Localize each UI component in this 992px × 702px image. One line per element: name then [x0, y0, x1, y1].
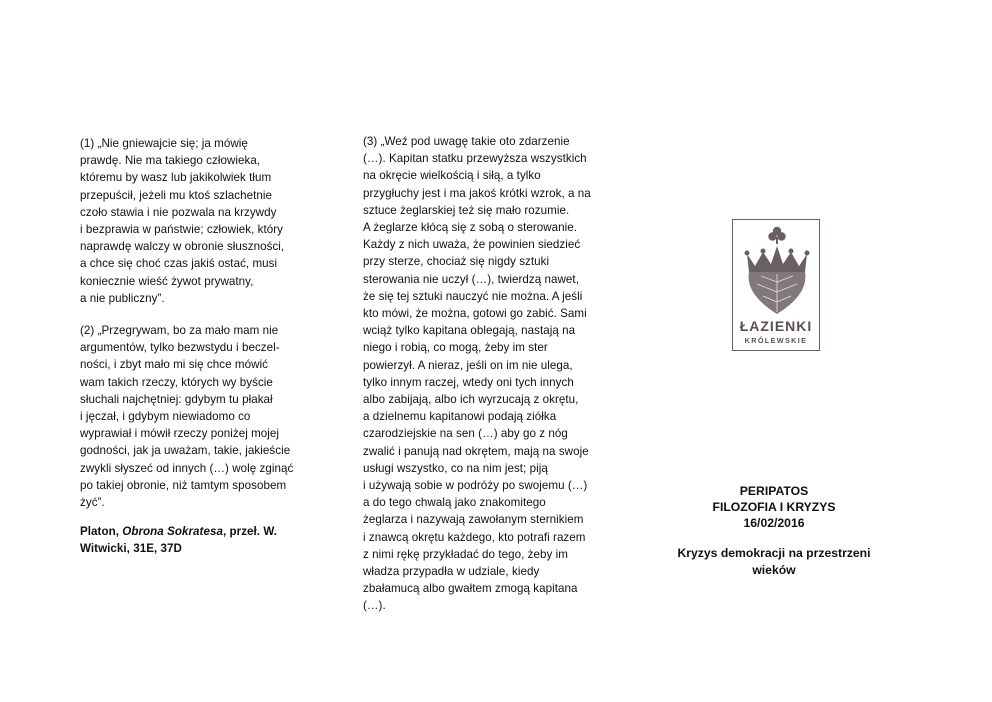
event-cycle: FILOZOFIA I KRYZYS — [712, 500, 836, 514]
crowned-leaf-icon — [741, 224, 813, 318]
citation-rest: , przeł. W. Witwicki, 31E, 37D — [80, 525, 277, 556]
quote-1: (1) „Nie gniewajcie się; ja mówię prawdę. Nie ma takiego człowieka, któremu by wasz lub jakikolwiek tłum przepuścił, jeżeli mu ktoś szlachetnie czoło stawia i nie pozwala na krzywdy i bezprawia w państwie; człowiek, który naprawdę walczy w obronie słuszności, a chce się choć czas jakiś ostać, musi koniecznie wieść żywot prywatny, a nie publiczny”. — [80, 137, 285, 305]
quote-3: (3) „Weź pod uwagę takie oto zdarzenie (…). Kapitan statku przewyższa wszystkich na okręcie wielkością i siłą, a tylko przygłuchy jest i ma jakoś krótki wzrok, a na sztuce żeglarskiej też się mało rozumie. A żeglarze kłócą się z sobą o sterowanie. Każdy z nich uważa, że powinien siedzieć przy sterze, chociaż się nigdy sztuki sterowania nie uczył (…), twierdzą nawet, że się tej sztuki nauczyć nie można. A jeśli kto mówi, że można, gotowi go zabić. Sami wciąż tylko kapitana oblegają, nastają na niego i robią, co mogą, żeby im ster powierzył. A nieraz, jeśli on im nie ulega, tylko innym raczej, wtedy oni tych innych albo zabijają, albo ich wyrzucają z okrętu, a dzielnemu kapitanowi podają ziółka czarodziejskie na sen (…) aby go z nóg zwalić i panują nad okrętem, mają na swoje usługi wszystko, co na nim jest; piją i używają sobie w podróży po swojemu (…) a do tego chwalą jako znakomitego żeglarza i nazywają zawołanym sternikiem i znawcą okrętu każdego, kto potrafi razem z nimi rękę przykładać do tego, żeby im władza przypadła w udziale, kiedy zbałamucą albo gwałtem zmogą kapitana (…). — [363, 135, 591, 613]
logo-subtitle: KRÓLEWSKIE — [744, 336, 808, 345]
left-column — [80, 135, 315, 558]
quote-2: (2) „Przegrywam, bo za mało mam nie argumentów, tylko bezwstydu i beczel- ności, i zbyt mało mi się chce mówić wam takich rzeczy, których wy byście słuchali najchętniej: gdybym tu płakał i jęczał, i gdybym niewiadomo co wyprawiał i mówił rzeczy poniżej mojej godności, jak ja uważam, takie, jakieście zwykli słyszeć od innych (…) wolę zginąć po takiej obronie, niż tamtym sposobem żyć”. — [80, 324, 294, 510]
event-header — [666, 483, 882, 531]
lazienki-logo — [732, 219, 820, 351]
event-series: PERIPATOS — [739, 484, 809, 498]
middle-column — [363, 133, 603, 615]
citation — [80, 523, 315, 557]
event-title-text: Kryzys demokracji na przestrzeni wieków — [677, 546, 871, 577]
citation-title: Obrona Sokratesa — [122, 525, 223, 539]
logo-name: ŁAZIENKI — [739, 318, 813, 334]
citation-author: Platon, — [80, 525, 123, 539]
event-title — [672, 545, 876, 579]
event-date: 16/02/2016 — [743, 516, 805, 530]
